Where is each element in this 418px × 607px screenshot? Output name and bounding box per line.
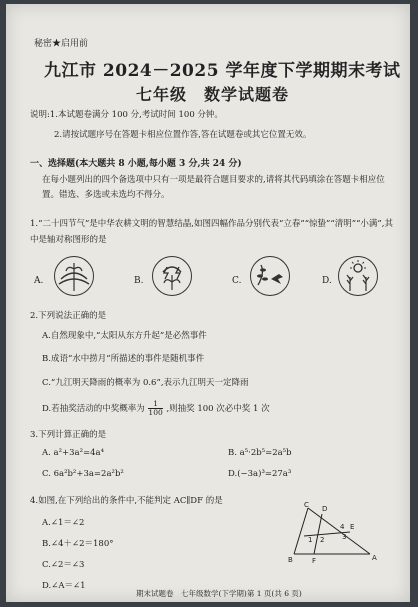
q4-option-d: D.∠A＝∠1 xyxy=(42,581,86,591)
lichun-figure-icon xyxy=(54,256,94,296)
question-3-text: 3.下列计算正确的是 xyxy=(30,430,107,440)
q4-option-a: A.∠1＝∠2 xyxy=(42,518,85,528)
q2-option-d xyxy=(42,400,270,417)
instruction-note-1: 说明:1.本试题卷满分 100 分,考试时间 100 分钟。 xyxy=(30,110,223,120)
xiaoman-figure-icon xyxy=(338,256,378,296)
q2-option-c: C.“九江明天降雨的概率为 0.6”,表示九江明天一定降雨 xyxy=(42,378,249,388)
exam-title: 九江市 2024－2025 学年度下学期期末考试 xyxy=(44,61,401,81)
q1-option-d-label: D. xyxy=(322,276,332,286)
q4-option-c: C.∠2＝∠3 xyxy=(42,560,85,570)
q2-option-d-prefix: D.若抽奖活动的中奖概率为 xyxy=(42,404,145,414)
confidential-mark: 秘密★启用前 xyxy=(34,39,89,49)
q3-option-c: C. 6a²b²+3a=2a²b² xyxy=(42,469,124,479)
question-2-text: 2.下列说法正确的是 xyxy=(30,311,107,321)
page-footer: 期末试题卷 七年级数学(下学期)第 1 页(共 6 页) xyxy=(136,589,302,598)
q4-option-b: B.∠4＋∠2＝180° xyxy=(42,539,114,549)
q1-option-a-label: A. xyxy=(34,276,44,286)
q1-option-c-label: C. xyxy=(232,276,242,286)
qingming-figure-icon xyxy=(250,256,290,296)
label-c: C xyxy=(304,502,309,509)
q2-option-a: A.自然现象中,“太阳从东方升起”是必然事件 xyxy=(42,331,207,341)
label-a: A xyxy=(372,554,377,562)
angle-3: 3 xyxy=(342,533,347,541)
label-b: B xyxy=(288,556,293,564)
probability-fraction xyxy=(148,400,162,417)
jingzhe-figure-icon xyxy=(152,256,192,296)
section-instruction: 在每小题列出的四个备选项中只有一项是最符合题目要求的,请将其代码填涂在答题卡相应位置。错选、多选或未选均不得分。 xyxy=(42,175,385,200)
q2-option-b: B.成语“水中捞月”所描述的事件是随机事件 xyxy=(42,354,205,364)
instruction-note-2: 2.请按试题序号在答题卡相应位置作答,答在试题卷或其它位置无效。 xyxy=(54,130,312,140)
q2-option-d-suffix: ,则抽奖 100 次必中奖 1 次 xyxy=(166,404,270,414)
line-df xyxy=(314,514,325,554)
fraction-denominator: 100 xyxy=(148,408,163,417)
angle-4: 4 xyxy=(340,523,345,531)
line-ca xyxy=(308,508,370,554)
fraction-numerator: 1 xyxy=(148,400,162,409)
q3-option-b: B. a⁵·2b⁵=2a⁵b xyxy=(228,448,292,458)
angle-1: 1 xyxy=(308,536,313,544)
label-d: D xyxy=(322,505,328,513)
question-4-text: 4.如图,在下列给出的条件中,不能判定 AC∥DF 的是 xyxy=(30,496,223,506)
q3-option-d: D.(−3a)³=27a³ xyxy=(228,469,292,479)
geometry-figure xyxy=(284,502,380,568)
exam-subtitle: 七年级 数学试题卷 xyxy=(136,85,290,104)
angle-2: 2 xyxy=(320,536,325,544)
q1-option-b-label: B. xyxy=(134,276,144,286)
exam-page xyxy=(6,4,410,602)
label-e: E xyxy=(350,523,355,531)
section-heading: 一、选择题(本大题共 8 小题,每小题 3 分,共 24 分) xyxy=(30,159,242,169)
q3-option-a: A. a²+3a²=4a⁴ xyxy=(42,448,105,458)
line-cb xyxy=(294,508,308,554)
label-f: F xyxy=(312,557,317,564)
question-1-text: 1.“二十四节气”是中华农耕文明的智慧结晶,如图四幅作品分别代表“立春”“惊蛰”“清明”“小满”,其中是轴对称图形的是 xyxy=(30,219,393,245)
